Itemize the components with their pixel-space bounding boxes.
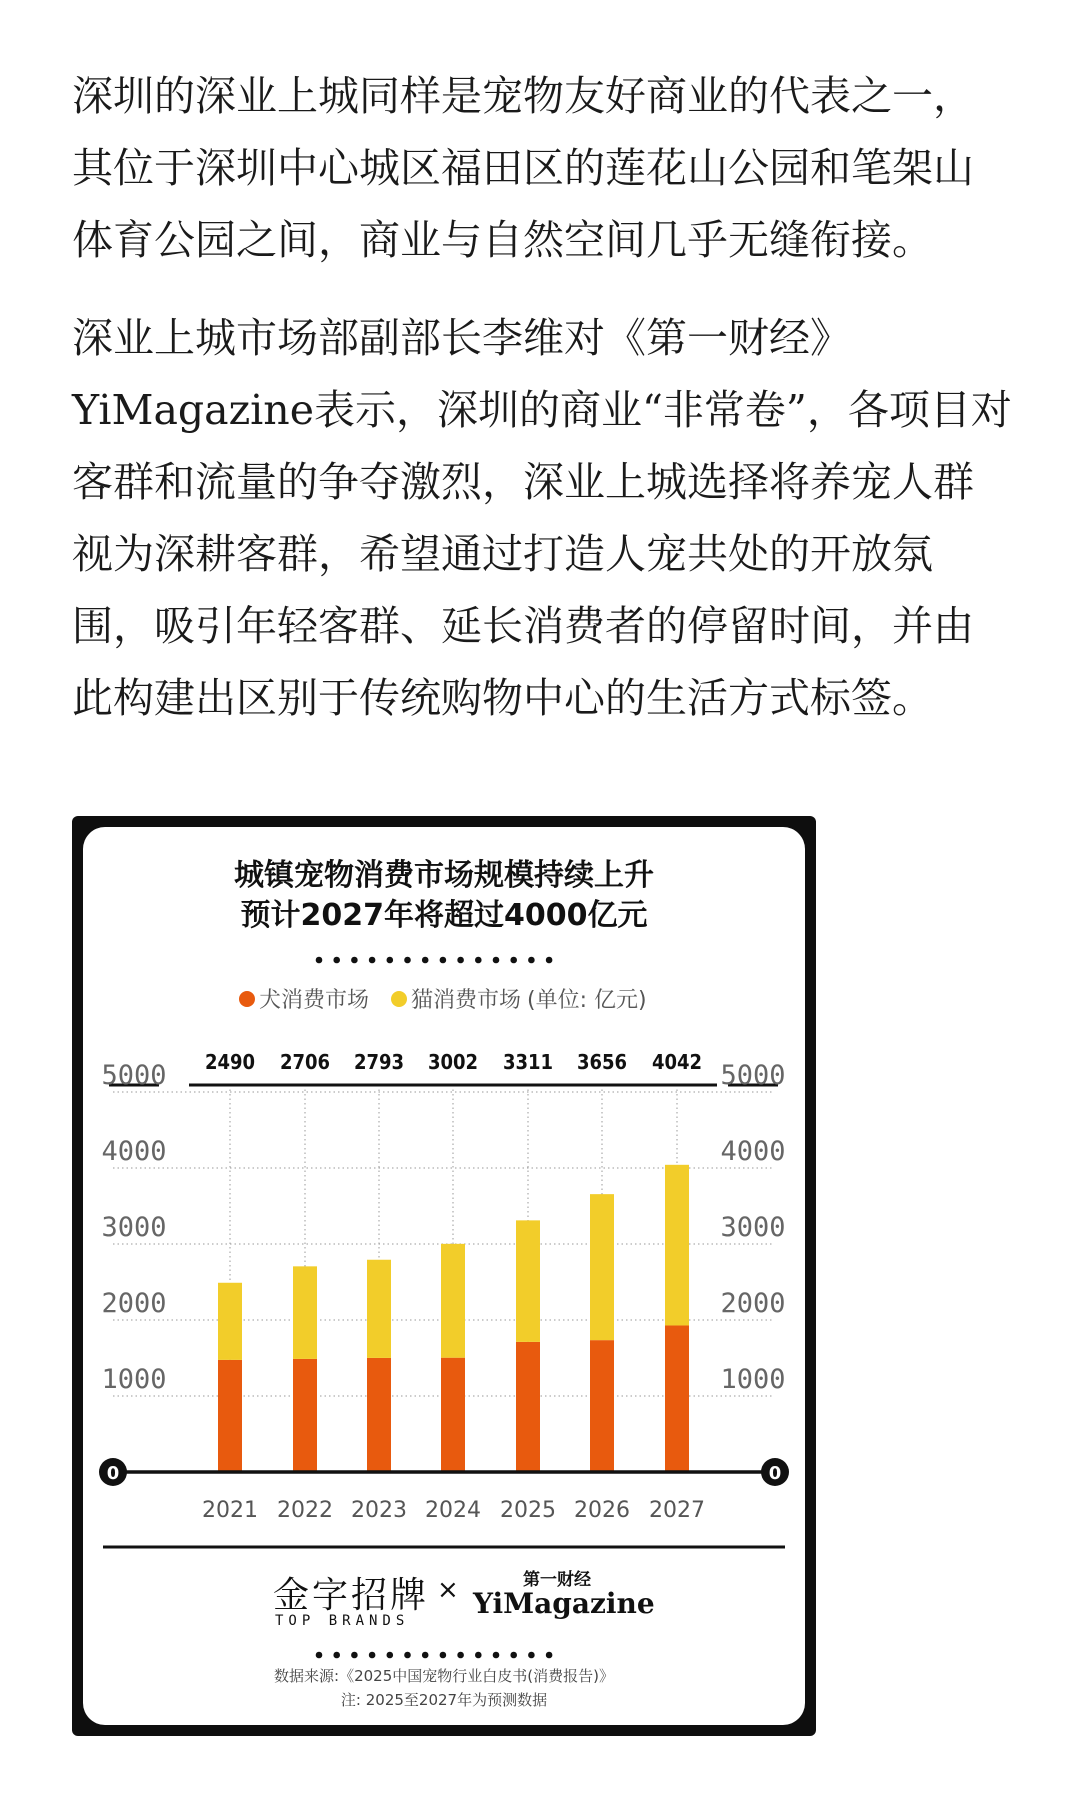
bar-dog-2023 — [367, 1358, 391, 1472]
brand-logos — [83, 1567, 805, 1647]
bar-cat-2024 — [441, 1244, 465, 1358]
divider-dot — [493, 1652, 500, 1659]
x-tick-label-2026: 2026 — [574, 1498, 630, 1523]
divider-dot — [440, 1652, 447, 1659]
divider-dot — [351, 1652, 358, 1659]
bar-dog-2024 — [441, 1358, 465, 1472]
divider-dot — [475, 1652, 482, 1659]
bar-dog-2026 — [590, 1340, 614, 1472]
divider-dot — [387, 957, 394, 964]
source-note: 数据来源:《2025中国宠物行业白皮书(消费报告)》 — [274, 1667, 614, 1685]
chart-card — [83, 827, 805, 1725]
x-tick-label-2024: 2024 — [425, 1498, 481, 1523]
y-tick-label-right: 3000 — [720, 1212, 786, 1243]
zero-label: 0 — [106, 1463, 120, 1484]
total-label-2021: 2490 — [204, 1050, 256, 1074]
x-tick-label-2023: 2023 — [351, 1498, 407, 1523]
bar-dog-2022 — [293, 1359, 317, 1472]
forecast-note: 注: 2025至2027年为预测数据 — [340, 1691, 548, 1709]
total-label-2022: 2706 — [279, 1050, 331, 1074]
divider-dot — [404, 1652, 411, 1659]
divider-dot — [351, 957, 358, 964]
legend-dog-label: 犬消费市场 — [259, 988, 370, 1013]
legend-unit-label: (单位: 亿元) — [527, 988, 647, 1013]
divider-dot — [422, 957, 429, 964]
divider-dot — [422, 1652, 429, 1659]
top-brands-logo-cn: 金字招牌 — [273, 1575, 430, 1616]
bar-cat-2021 — [218, 1283, 242, 1360]
divider-dot — [457, 957, 464, 964]
yimagazine-logo-cn: 第一财经 — [523, 1570, 591, 1590]
y-tick-label-right: 2000 — [720, 1288, 786, 1319]
bar-cat-2025 — [516, 1220, 540, 1342]
plot-area — [99, 1050, 789, 1547]
y-tick-label-left: 2000 — [101, 1288, 167, 1319]
divider-dot — [440, 957, 447, 964]
divider-dot — [546, 957, 553, 964]
paragraph: 深圳的深业上城同样是宠物友好商业的代表之一，其位于深圳中心城区福田区的莲花山公园和笔架山体育公园之间，商业与自然空间几乎无缝衔接。 — [72, 72, 974, 264]
y-tick-label-right: 5000 — [720, 1060, 786, 1091]
yimagazine-logo-en: YiMagazine — [473, 1587, 655, 1620]
divider-dot — [369, 1652, 376, 1659]
divider-dot — [369, 957, 376, 964]
x-tick-label-2022: 2022 — [277, 1498, 333, 1523]
divider-dot — [333, 957, 340, 964]
bar-cat-2022 — [293, 1266, 317, 1359]
x-tick-label-2021: 2021 — [202, 1498, 258, 1523]
divider-dot — [510, 957, 517, 964]
x-tick-label-2025: 2025 — [500, 1498, 556, 1523]
y-tick-label-right: 1000 — [720, 1364, 786, 1395]
y-tick-label-left: 4000 — [101, 1136, 167, 1167]
total-label-2027: 4042 — [651, 1050, 703, 1074]
legend-cat-label: 猫消费市场 — [411, 988, 522, 1013]
y-tick-label-left: 1000 — [101, 1364, 167, 1395]
legend-dog-swatch — [239, 991, 255, 1007]
total-label-2026: 3656 — [576, 1050, 628, 1074]
divider-dot — [475, 957, 482, 964]
total-label-2024: 3002 — [427, 1050, 479, 1074]
divider-dot — [457, 1652, 464, 1659]
top-brands-logo-en: TOP BRANDS — [275, 1613, 410, 1629]
y-tick-label-left: 5000 — [101, 1060, 167, 1091]
paragraph: 深业上城市场部副部长李维对《第一财经》YiMagazine表示，深圳的商业“非常卷”，各项目对客群和流量的争夺激烈，深业上城选择将养宠人群视为深耕客群，希望通过打造人宠共处的开放氛围，吸引年轻客群、延长消费者的停留时间，并由此构建出区别于传统购物中心的生活方式标签。 — [72, 314, 1012, 722]
divider-dot — [546, 1652, 553, 1659]
total-label-2023: 2793 — [353, 1050, 405, 1074]
divider-dot — [316, 1652, 323, 1659]
y-tick-label-right: 4000 — [720, 1136, 786, 1167]
legend-cat-swatch — [391, 991, 407, 1007]
bar-cat-2026 — [590, 1194, 614, 1340]
bar-cat-2023 — [367, 1260, 391, 1358]
chart-card-frame — [72, 816, 816, 1736]
article-body — [72, 60, 1012, 760]
legend — [239, 988, 647, 1013]
footer-divider-dots — [83, 1647, 805, 1667]
chart-svg — [83, 827, 805, 1557]
divider-dot — [510, 1652, 517, 1659]
divider-dot — [528, 957, 535, 964]
bar-cat-2027 — [665, 1165, 689, 1326]
y-tick-label-left: 3000 — [101, 1212, 167, 1243]
bar-dog-2025 — [516, 1342, 540, 1472]
x-tick-label-2027: 2027 — [649, 1498, 705, 1523]
chart-title: 城镇宠物消费市场规模持续上升 — [234, 858, 654, 893]
divider-dot — [333, 1652, 340, 1659]
collab-times-sign: × — [437, 1575, 459, 1605]
divider-dot — [493, 957, 500, 964]
divider-dot — [387, 1652, 394, 1659]
divider-dot — [528, 1652, 535, 1659]
chart-subtitle: 预计2027年将超过4000亿元 — [240, 898, 648, 933]
zero-label: 0 — [768, 1463, 782, 1484]
bar-dog-2027 — [665, 1325, 689, 1472]
divider-dot — [404, 957, 411, 964]
bar-dog-2021 — [218, 1360, 242, 1472]
total-label-2025: 3311 — [502, 1050, 554, 1074]
divider-dot — [316, 957, 323, 964]
title-divider-dots — [316, 957, 553, 964]
